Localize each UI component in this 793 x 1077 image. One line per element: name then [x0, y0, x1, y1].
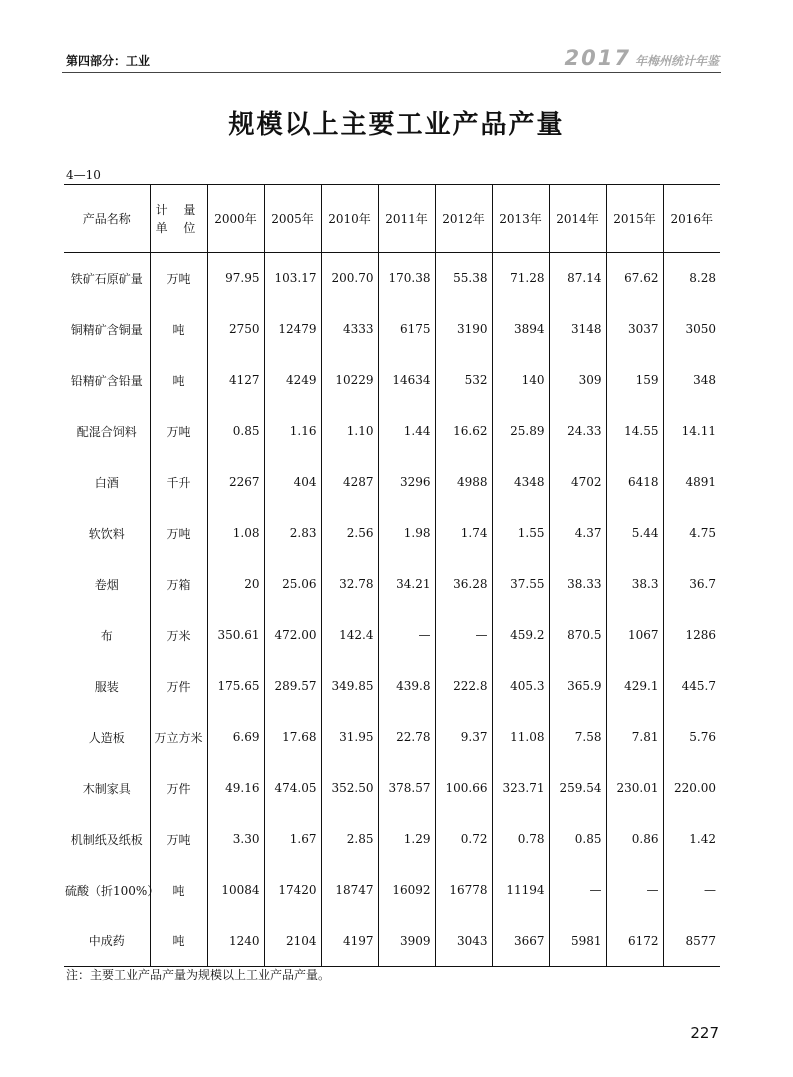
value-cell: 11194 [492, 865, 549, 916]
table-row [64, 253, 720, 304]
product-name: 木制家具 [82, 781, 131, 796]
value-cell: 5981 [549, 916, 606, 967]
value-cell: 1.67 [264, 814, 321, 865]
table-row [64, 763, 720, 814]
col-header-year: 2005年 [264, 185, 321, 253]
value-cell: 870.5 [549, 610, 606, 661]
value-cell: 3909 [378, 916, 435, 967]
value-cell: 8577 [663, 916, 720, 967]
value-cell: 38.33 [549, 559, 606, 610]
value-cell: 38.3 [606, 559, 663, 610]
product-name: 配混合饲料 [76, 424, 137, 439]
table-row [64, 457, 720, 508]
value-cell: 4.37 [549, 508, 606, 559]
value-cell: 2750 [207, 304, 264, 355]
value-cell: 142.4 [321, 610, 378, 661]
value-cell: 6418 [606, 457, 663, 508]
value-cell: 348 [663, 355, 720, 406]
value-cell: 32.78 [321, 559, 378, 610]
product-name: 软饮料 [88, 526, 125, 541]
product-name: 人造板 [88, 730, 125, 745]
value-cell: 5.44 [606, 508, 663, 559]
table-row [64, 916, 720, 967]
table-row [64, 559, 720, 610]
yearbook-year: 2017 [564, 46, 631, 70]
value-cell: 3190 [435, 304, 492, 355]
product-name: 铅精矿含铅量 [70, 373, 143, 388]
product-unit: 万吨 [150, 508, 207, 559]
page-number: 227 [690, 1024, 719, 1042]
page-title: 规模以上主要工业产品产量 [228, 110, 565, 140]
value-cell: 16778 [435, 865, 492, 916]
value-cell: 1286 [663, 610, 720, 661]
value-cell: 159 [606, 355, 663, 406]
value-cell: 3296 [378, 457, 435, 508]
value-cell: 2.83 [264, 508, 321, 559]
value-cell: 1.16 [264, 406, 321, 457]
value-cell: 4.75 [663, 508, 720, 559]
value-cell: 289.57 [264, 661, 321, 712]
value-cell: 55.38 [435, 253, 492, 304]
header-rule [62, 72, 721, 73]
product-unit: 千升 [150, 457, 207, 508]
value-cell: 7.81 [606, 712, 663, 763]
value-cell: 18747 [321, 865, 378, 916]
value-cell: 11.08 [492, 712, 549, 763]
value-cell: 4287 [321, 457, 378, 508]
value-cell: 532 [435, 355, 492, 406]
value-cell: 474.05 [264, 763, 321, 814]
value-cell: 405.3 [492, 661, 549, 712]
value-cell: 222.8 [435, 661, 492, 712]
value-cell: 14.11 [663, 406, 720, 457]
value-cell: — [663, 865, 720, 916]
value-cell: 3667 [492, 916, 549, 967]
value-cell: 175.65 [207, 661, 264, 712]
value-cell: 14634 [378, 355, 435, 406]
value-cell: 378.57 [378, 763, 435, 814]
product-unit: 万米 [150, 610, 207, 661]
value-cell: 25.06 [264, 559, 321, 610]
value-cell: 404 [264, 457, 321, 508]
product-name: 铁矿石原矿量 [70, 271, 143, 286]
value-cell: 4348 [492, 457, 549, 508]
value-cell: 4197 [321, 916, 378, 967]
value-cell: 259.54 [549, 763, 606, 814]
value-cell: 472.00 [264, 610, 321, 661]
value-cell: 6172 [606, 916, 663, 967]
table-code: 4—10 [66, 168, 101, 182]
value-cell: 350.61 [207, 610, 264, 661]
value-cell: 1067 [606, 610, 663, 661]
value-cell: 4249 [264, 355, 321, 406]
value-cell: 200.70 [321, 253, 378, 304]
product-name: 卷烟 [94, 577, 119, 592]
value-cell: 4702 [549, 457, 606, 508]
table-row [64, 610, 720, 661]
table-row [64, 865, 720, 916]
product-name: 中成药 [64, 916, 150, 967]
value-cell: 37.55 [492, 559, 549, 610]
value-cell: 459.2 [492, 610, 549, 661]
col-header-year: 2014年 [549, 185, 606, 253]
value-cell: 0.85 [549, 814, 606, 865]
value-cell: 6175 [378, 304, 435, 355]
product-unit: 吨 [150, 355, 207, 406]
product-unit: 万件 [150, 661, 207, 712]
product-unit: 吨 [150, 916, 207, 967]
product-name: 机制纸及纸板 [70, 832, 143, 847]
value-cell: 36.7 [663, 559, 720, 610]
yearbook-header [565, 46, 719, 70]
value-cell: 4333 [321, 304, 378, 355]
col-header-year: 2010年 [321, 185, 378, 253]
value-cell: 16092 [378, 865, 435, 916]
value-cell: 0.85 [207, 406, 264, 457]
value-cell: 429.1 [606, 661, 663, 712]
product-unit: 万立方米 [150, 712, 207, 763]
col-header-name: 产品名称 [64, 185, 150, 253]
value-cell: 9.37 [435, 712, 492, 763]
value-cell: 0.86 [606, 814, 663, 865]
value-cell: 36.28 [435, 559, 492, 610]
value-cell: 349.85 [321, 661, 378, 712]
product-unit: 万吨 [150, 253, 207, 304]
value-cell: 24.33 [549, 406, 606, 457]
value-cell: 7.58 [549, 712, 606, 763]
table-header-row [64, 185, 720, 253]
value-cell: 17.68 [264, 712, 321, 763]
value-cell: 16.62 [435, 406, 492, 457]
product-unit: 吨 [150, 304, 207, 355]
table-row [64, 355, 720, 406]
col-header-year: 2012年 [435, 185, 492, 253]
value-cell: 67.62 [606, 253, 663, 304]
value-cell: 8.28 [663, 253, 720, 304]
value-cell: 6.69 [207, 712, 264, 763]
value-cell: 100.66 [435, 763, 492, 814]
value-cell: 103.17 [264, 253, 321, 304]
table-row [64, 304, 720, 355]
col-header-unit-line1: 计 量 [155, 202, 202, 217]
value-cell: 3037 [606, 304, 663, 355]
col-header-year: 2016年 [663, 185, 720, 253]
col-header-year: 2013年 [492, 185, 549, 253]
value-cell: 1.42 [663, 814, 720, 865]
value-cell: 4127 [207, 355, 264, 406]
value-cell: 0.72 [435, 814, 492, 865]
value-cell: 3148 [549, 304, 606, 355]
product-unit: 万件 [150, 763, 207, 814]
value-cell: 20 [207, 559, 264, 610]
value-cell: 445.7 [663, 661, 720, 712]
product-name: 服装 [94, 679, 119, 694]
value-cell: 140 [492, 355, 549, 406]
value-cell: 1.08 [207, 508, 264, 559]
value-cell: 1.44 [378, 406, 435, 457]
col-header-year: 2015年 [606, 185, 663, 253]
value-cell: 10229 [321, 355, 378, 406]
value-cell: 5.76 [663, 712, 720, 763]
value-cell: 1.74 [435, 508, 492, 559]
value-cell: — [606, 865, 663, 916]
production-table [64, 184, 720, 967]
value-cell: 3.30 [207, 814, 264, 865]
value-cell: 34.21 [378, 559, 435, 610]
col-header-unit-line2: 单 位 [155, 220, 202, 235]
product-name: 硫酸（折100%） [65, 883, 160, 898]
value-cell: 12479 [264, 304, 321, 355]
product-name: 白酒 [94, 475, 119, 490]
value-cell: 230.01 [606, 763, 663, 814]
value-cell: 71.28 [492, 253, 549, 304]
value-cell: 1240 [207, 916, 264, 967]
yearbook-name: 年梅州统计年鉴 [634, 54, 719, 68]
product-unit: 万吨 [150, 814, 207, 865]
value-cell: 3050 [663, 304, 720, 355]
col-header-year: 2011年 [378, 185, 435, 253]
value-cell: 2.85 [321, 814, 378, 865]
value-cell: 220.00 [663, 763, 720, 814]
product-unit: 万箱 [150, 559, 207, 610]
value-cell: — [378, 610, 435, 661]
table-row [64, 712, 720, 763]
value-cell: 4891 [663, 457, 720, 508]
value-cell: 0.78 [492, 814, 549, 865]
section-header: 第四部分：工业 [66, 54, 151, 68]
product-name: 铜精矿含铜量 [70, 322, 143, 337]
value-cell: 1.98 [378, 508, 435, 559]
value-cell: 365.9 [549, 661, 606, 712]
value-cell: 2267 [207, 457, 264, 508]
value-cell: 22.78 [378, 712, 435, 763]
value-cell: 170.38 [378, 253, 435, 304]
value-cell: 10084 [207, 865, 264, 916]
table-row [64, 814, 720, 865]
value-cell: 17420 [264, 865, 321, 916]
value-cell: 97.95 [207, 253, 264, 304]
value-cell: 352.50 [321, 763, 378, 814]
value-cell: 49.16 [207, 763, 264, 814]
table-note: 注：主要工业产品产量为规模以上工业产品产量。 [66, 968, 331, 982]
product-unit: 吨 [150, 865, 207, 916]
value-cell: 1.10 [321, 406, 378, 457]
value-cell: 2.56 [321, 508, 378, 559]
table-row [64, 508, 720, 559]
col-header-unit [150, 185, 207, 253]
value-cell: 31.95 [321, 712, 378, 763]
value-cell: 1.29 [378, 814, 435, 865]
product-unit: 万吨 [150, 406, 207, 457]
value-cell: 309 [549, 355, 606, 406]
value-cell: 87.14 [549, 253, 606, 304]
value-cell: 2104 [264, 916, 321, 967]
value-cell: 3894 [492, 304, 549, 355]
value-cell: 1.55 [492, 508, 549, 559]
value-cell: 439.8 [378, 661, 435, 712]
col-header-year: 2000年 [207, 185, 264, 253]
value-cell: — [435, 610, 492, 661]
value-cell: 14.55 [606, 406, 663, 457]
value-cell: 3043 [435, 916, 492, 967]
table-row [64, 406, 720, 457]
value-cell: 323.71 [492, 763, 549, 814]
value-cell: 4988 [435, 457, 492, 508]
value-cell: — [549, 865, 606, 916]
value-cell: 25.89 [492, 406, 549, 457]
product-name: 布 [100, 628, 113, 643]
table-row [64, 661, 720, 712]
